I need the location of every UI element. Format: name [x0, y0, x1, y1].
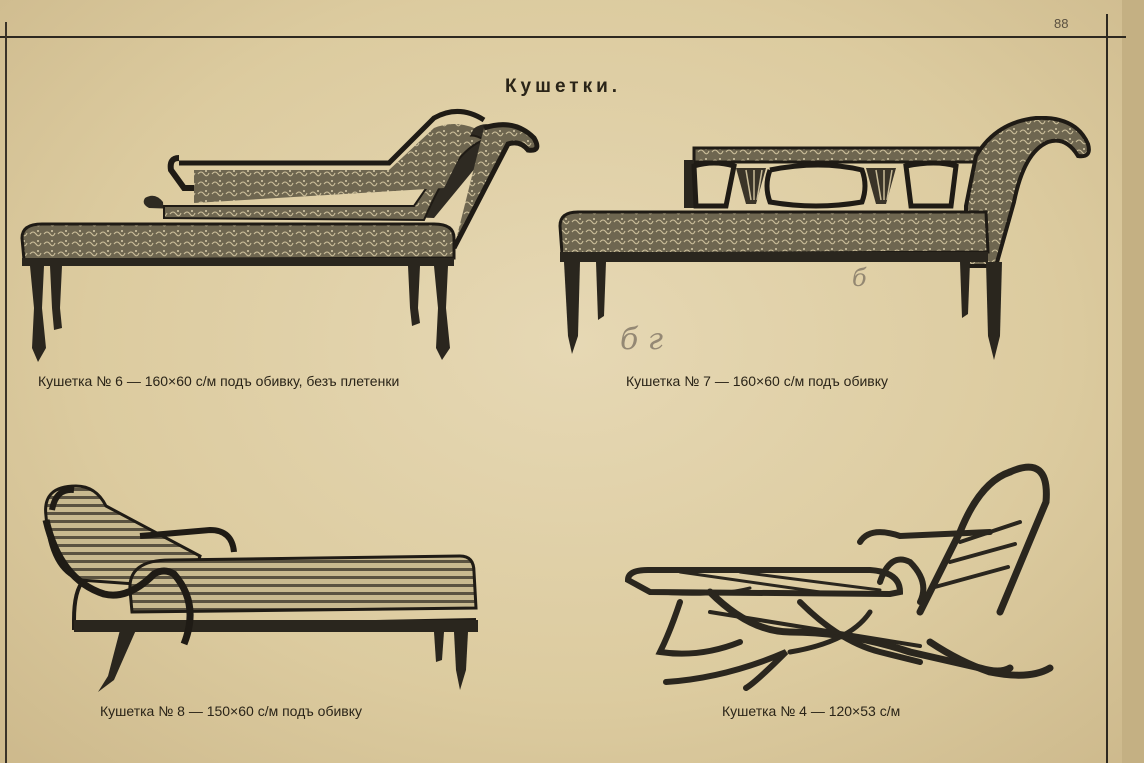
page-edge: [1122, 0, 1144, 763]
right-rule: [1106, 14, 1108, 763]
chaise-lounge-8-illustration: [40, 480, 486, 696]
page-title: Кушетки.: [504, 76, 622, 97]
caption-item-8: Кушетка № 8 — 150×60 с/м подъ обивку: [100, 703, 363, 719]
pencil-note: б г: [620, 322, 664, 357]
left-rule: [5, 22, 7, 763]
caption-item-4: Кушетка № 4 — 120×53 с/м: [722, 703, 901, 719]
caption-item-7: Кушетка № 7 — 160×60 с/м подъ обивку: [626, 373, 889, 389]
page-number: 88: [1054, 16, 1069, 31]
caption-item-6: Кушетка № 6 — 160×60 с/м подъ обивку, безъ плетенки: [38, 373, 400, 389]
top-rule: [0, 36, 1126, 38]
bentwood-chaise-4-illustration: [620, 462, 1060, 698]
pencil-note: б: [852, 264, 867, 292]
chaise-lounge-6-illustration: [14, 108, 550, 370]
